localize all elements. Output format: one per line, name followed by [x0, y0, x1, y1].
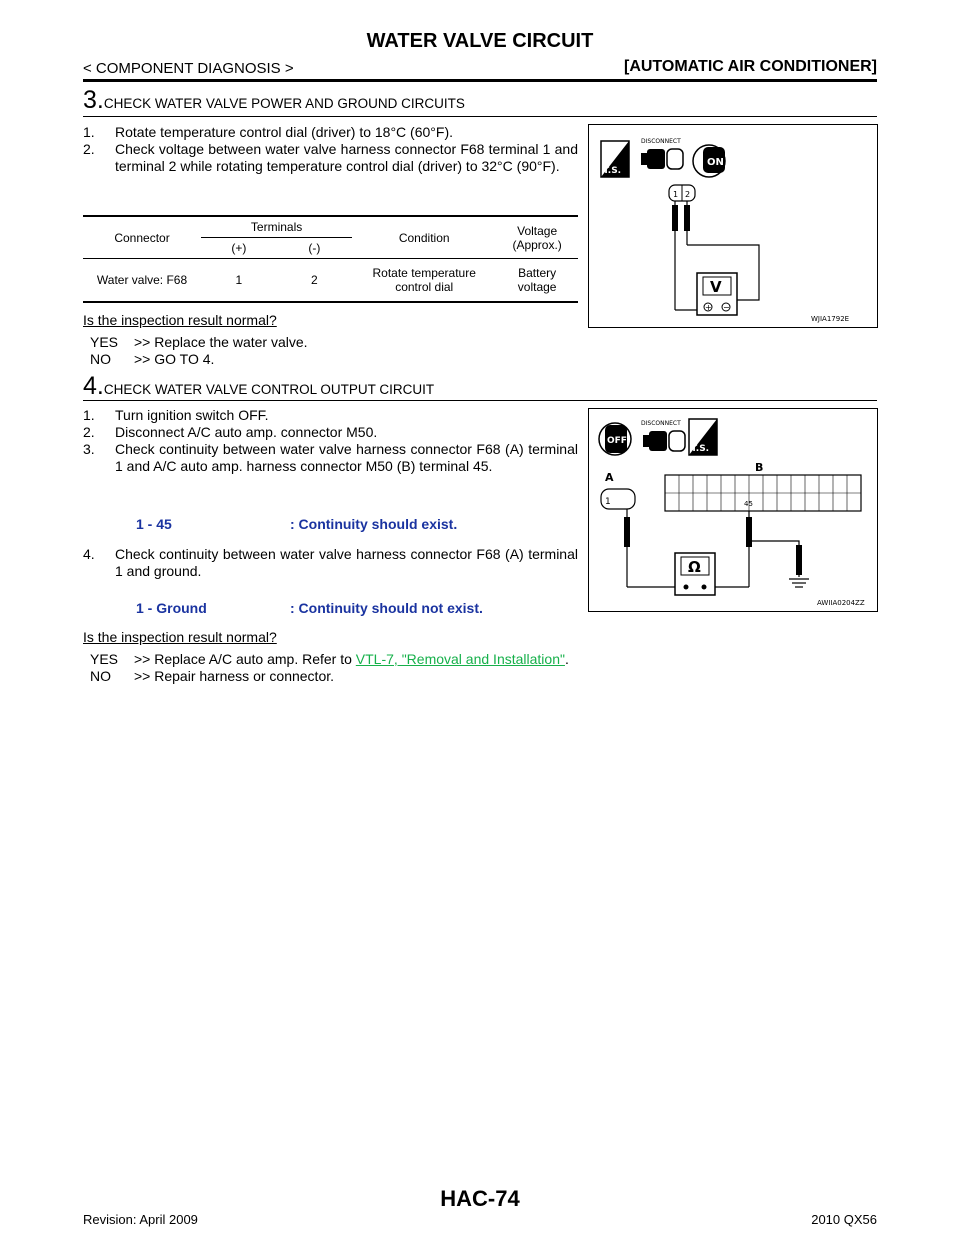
continuity-check-figure: [588, 408, 878, 612]
figure-code: AWIIA0204ZZ: [817, 599, 865, 607]
probe-ground: [796, 545, 802, 575]
svg-text:1: 1: [605, 497, 611, 507]
probe-a: [624, 517, 630, 547]
spec2-right: : Continuity should not exist.: [290, 600, 483, 616]
svg-text:+: +: [705, 303, 712, 312]
th-condition: Condition: [352, 217, 496, 259]
connector-m50: [665, 475, 861, 511]
svg-text:DISCONNECT: DISCONNECT: [641, 138, 681, 145]
step3-yes: YES >> Replace the water valve.: [90, 334, 308, 350]
step3-title: CHECK WATER VALVE POWER AND GROUND CIRCUITS: [103, 96, 465, 111]
step4-yes: YES >> Replace A/C auto amp. Refer to VTL-7, "Removal and Installation".: [90, 651, 569, 667]
removal-installation-link[interactable]: VTL-7, "Removal and Installation": [355, 651, 565, 667]
step3-question: Is the inspection result normal?: [83, 312, 277, 328]
step4-instructions-a: [83, 407, 578, 475]
disconnect-icon: [641, 420, 685, 451]
spec1-right: : Continuity should exist.: [290, 516, 458, 532]
list-item: 1. Turn ignition switch OFF.: [83, 407, 269, 423]
svg-text:2: 2: [685, 190, 691, 199]
figure-code: WJIA1792E: [811, 315, 850, 323]
ignition-off-icon: [599, 423, 631, 455]
continuity-check-diagram: [589, 409, 877, 611]
svg-text:V: V: [710, 278, 722, 296]
probe-plus: [672, 205, 678, 231]
step4-no: NO >> Repair harness or connector.: [90, 668, 335, 684]
step3-rule: [83, 116, 877, 117]
spec1-left: 1 - 45: [136, 516, 172, 532]
step4-heading: [83, 372, 434, 401]
spec2-left: 1 - Ground: [136, 600, 207, 616]
connector-f68: [669, 185, 695, 201]
list-item: 1. Rotate temperature control dial (driver) to 18°C (60°F).: [83, 124, 453, 140]
label-b: B: [755, 461, 764, 474]
list-item: 4. Check continuity between water valve harness connector F68 (A) terminal 1 and ground.: [83, 546, 578, 579]
page-code: HAC-74: [440, 1186, 520, 1211]
th-plus: (+): [201, 238, 277, 259]
svg-text:DISCONNECT: DISCONNECT: [641, 420, 681, 427]
th-connector: Connector: [83, 217, 201, 259]
vehicle-model: 2010 QX56: [811, 1212, 877, 1227]
page-title: WATER VALVE CIRCUIT: [366, 30, 594, 52]
th-minus: (-): [277, 238, 352, 259]
label-a: A: [605, 471, 614, 484]
svg-text:ON: ON: [707, 157, 724, 168]
section-label: < COMPONENT DIAGNOSIS >: [83, 60, 294, 77]
step3-number: 3.: [83, 86, 104, 114]
voltage-check-figure: [588, 124, 878, 328]
svg-text:OFF: OFF: [607, 436, 627, 446]
step3-instructions: [83, 124, 578, 175]
revision-date: Revision: April 2009: [83, 1212, 198, 1227]
category-label: [AUTOMATIC AIR CONDITIONER]: [623, 58, 877, 75]
voltage-check-diagram: [589, 125, 877, 327]
disconnect-icon: [641, 138, 683, 169]
svg-text:Ω: Ω: [688, 558, 701, 576]
svg-text:45: 45: [744, 500, 753, 508]
th-terminals: Terminals: [201, 217, 352, 238]
svg-text:−: −: [723, 303, 730, 312]
ohmmeter-icon: [675, 553, 715, 595]
ts-icon: [601, 141, 629, 177]
ground-icon: [789, 579, 809, 587]
ts-icon: [689, 419, 717, 455]
svg-text:T.S.: T.S.: [691, 444, 710, 454]
header-rule: [83, 79, 877, 82]
step4-title: CHECK WATER VALVE CONTROL OUTPUT CIRCUIT: [103, 382, 435, 397]
step4-number: 4.: [83, 372, 104, 400]
step4-instructions-b: [83, 546, 578, 580]
voltage-spec-table: [83, 215, 578, 303]
svg-text:T.S.: T.S.: [603, 166, 622, 176]
probe-b: [746, 517, 752, 547]
svg-text:1: 1: [673, 190, 679, 199]
step4-question: Is the inspection result normal?: [83, 629, 277, 645]
ignition-on-icon: [693, 145, 725, 177]
step3-no: NO >> GO TO 4.: [90, 351, 215, 367]
th-voltage: Voltage (Approx.): [496, 217, 578, 259]
step4-rule: [83, 400, 877, 401]
step3-heading: [83, 86, 465, 115]
list-item: 2. Check voltage between water valve harness connector F68 terminal 1 and terminal 2 while rotating temperature control dial (driver) to 32°C (90°F).: [83, 141, 578, 174]
list-item: 3. Check continuity between water valve harness connector F68 (A) terminal 1 and A/C auto amp. harness connector M50 (B) terminal 45.: [83, 441, 578, 474]
voltmeter-icon: [697, 273, 737, 315]
table-row: Water valve: F68 1 2 Rotate temperature control dial Battery voltage: [83, 259, 578, 303]
list-item: 2. Disconnect A/C auto amp. connector M50.: [83, 424, 378, 440]
probe-minus: [684, 205, 690, 231]
